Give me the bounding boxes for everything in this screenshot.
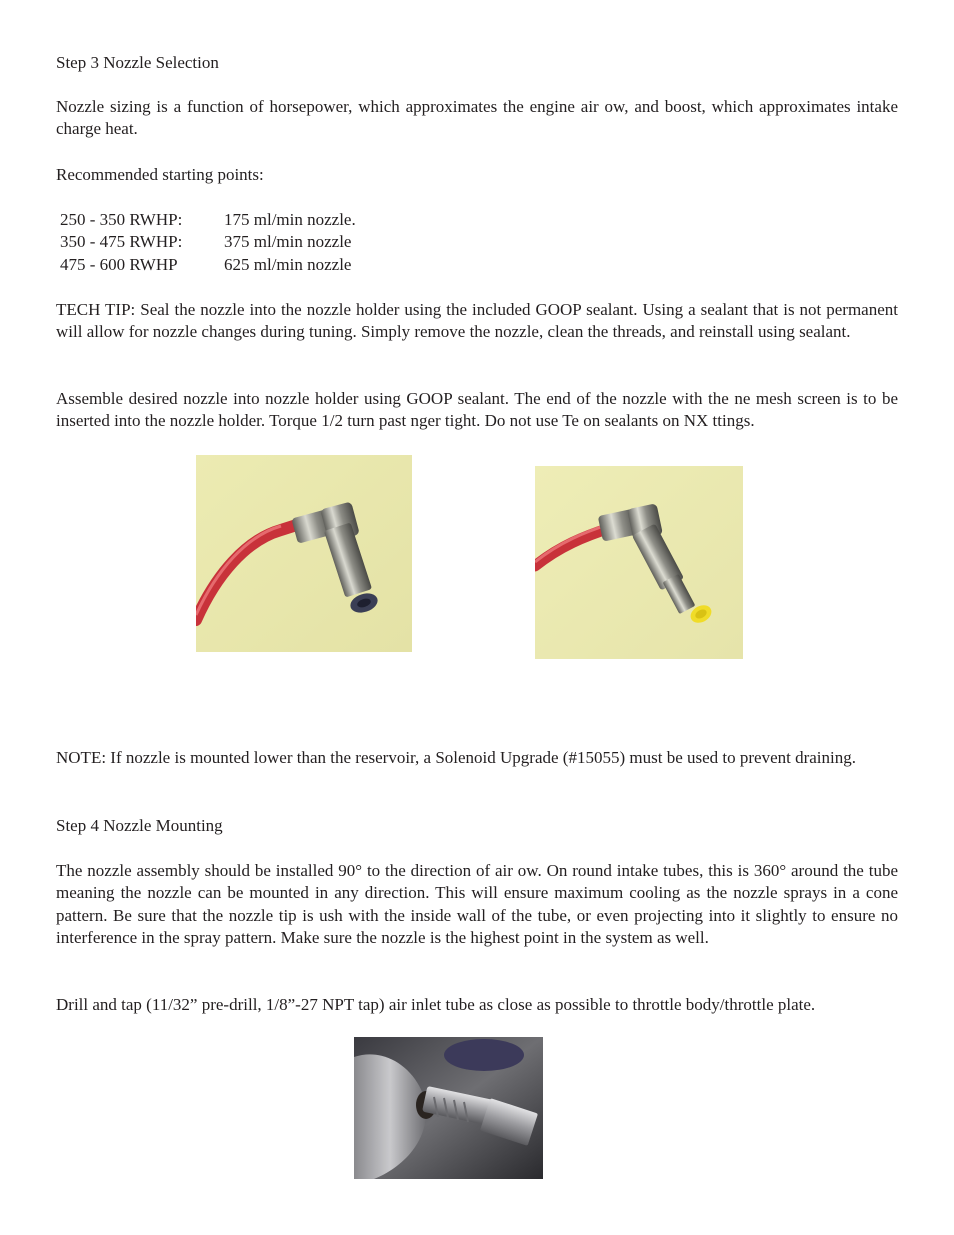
rwhp-range: 475 - 600 RWHP — [60, 255, 178, 274]
nozzle-size: 175 ml/min nozzle. — [224, 210, 356, 229]
nozzle-sizing-paragraph: Nozzle sizing is a function of horsepower, which approximates the engine air ow, and boost, which approximates intake charge heat. — [56, 97, 898, 139]
drill-tap-photo — [354, 1037, 543, 1179]
nozzle-holder-photo — [196, 455, 412, 652]
rwhp-range: 350 - 475 RWHP: — [60, 232, 183, 251]
rwhp-range: 250 - 350 RWHP: — [60, 210, 183, 229]
note-paragraph: NOTE: If nozzle is mounted lower than the reservoir, a Solenoid Upgrade (#15055) must be used to prevent draining. — [56, 748, 856, 767]
recommended-heading: Recommended starting points: — [56, 165, 264, 184]
nozzle-size: 375 ml/min nozzle — [224, 232, 352, 251]
mounting-paragraph: The nozzle assembly should be installed 90° to the direction of air ow. On round intake tubes, this is 360° around the tube meaning the nozzle can be mounted in any direction. This will ensure maximum cooling as the nozzle sprays in a cone pattern. Be sure that the nozzle tip is ush with the inside wall of the tube, or even projecting into it slightly to ensure no interference in the spray pattern. Make sure the nozzle is the highest point in the system as well. — [56, 861, 898, 948]
nozzle-installed-photo — [535, 466, 743, 659]
step3-heading: Step 3 Nozzle Selection — [56, 53, 219, 72]
tech-tip-paragraph: TECH TIP: Seal the nozzle into the nozzle holder using the included GOOP sealant. Using a sealant that is not permanent will allow for nozzle changes during tuning. Simply remove the nozzle, clean the threads, and reinstall using sealant. — [56, 300, 898, 342]
step4-heading: Step 4 Nozzle Mounting — [56, 816, 223, 835]
assemble-paragraph: Assemble desired nozzle into nozzle holder using GOOP sealant. The end of the nozzle with the ne mesh screen is to be inserted into the nozzle holder. Torque 1/2 turn past nger tight. Do not use Te on sealants on NX ttings. — [56, 389, 898, 431]
drill-paragraph: Drill and tap (11/32” pre-drill, 1/8”-27 NPT tap) air inlet tube as close as possible to throttle body/throttle plate. — [56, 995, 816, 1014]
nozzle-size: 625 ml/min nozzle — [224, 255, 352, 274]
